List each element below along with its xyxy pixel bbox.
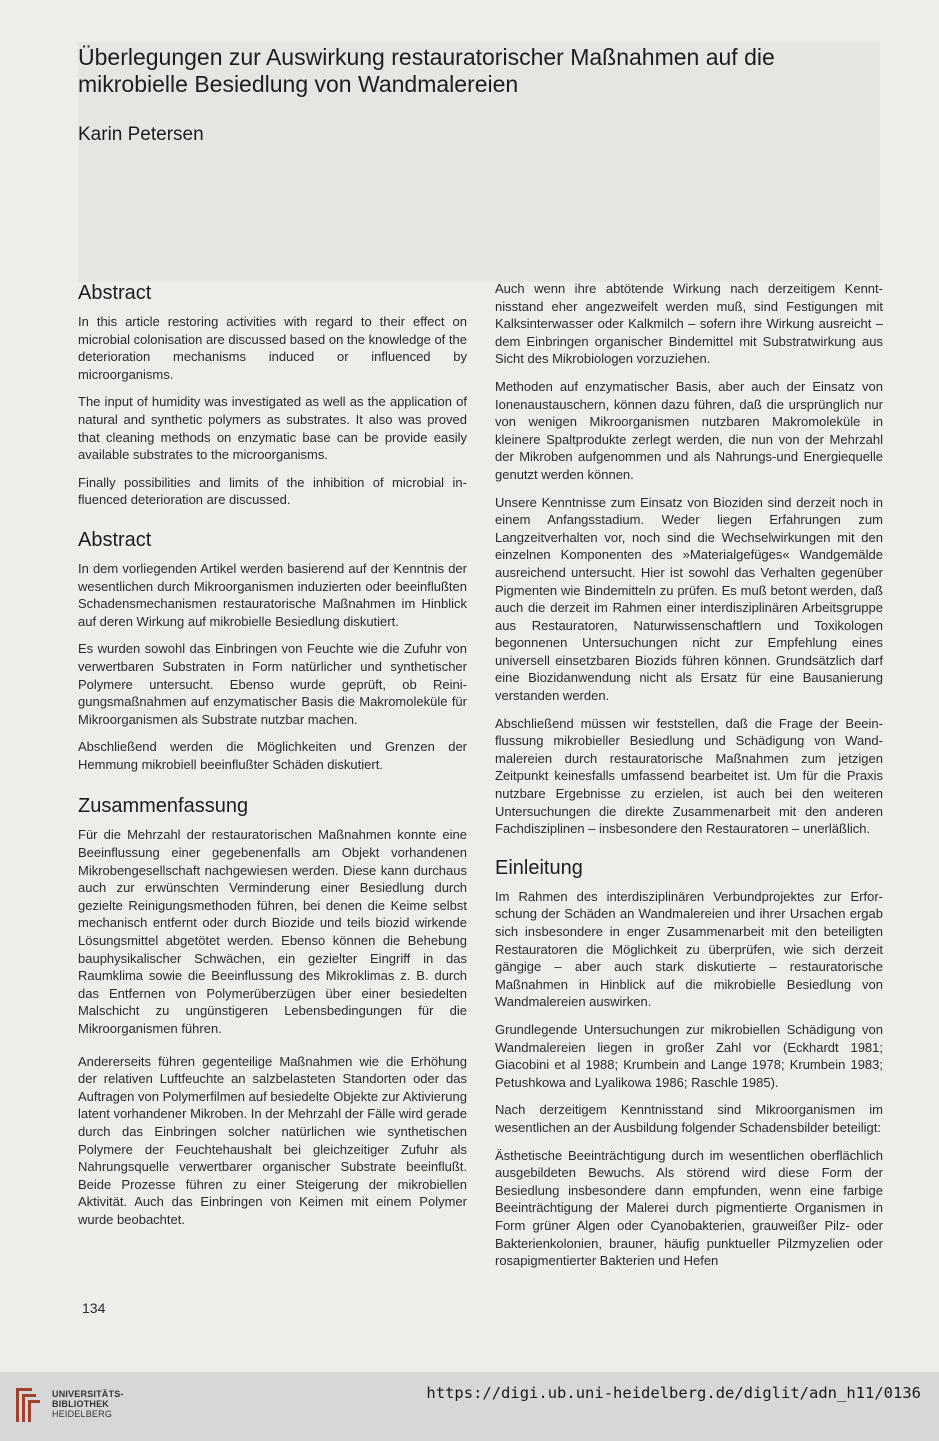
author-name: Karin Petersen [78,124,204,145]
abstract-en-paragraph: The input of humidity was investigated as well as the application of natural and synthetic polymers as substrates. It also was proved that cleaning methods on enzymatic base can be provide easily available substrates to the microorganisms. [78,394,467,463]
intro-paragraph [495,1147,883,1270]
body-paragraph: Abschließend müssen wir feststellen, daß die Frage der Beeinflussung mikrobieller Besiedlung und Schädigung von Wandmalereien durch restauratorische Maßnahmen zum jetzigen Zeitpunkt keinesfalls umfassend bearbeitet ist. Um für die Praxis nutzbare Ergebnisse zu erzielen, ist auch bei den weiteren Untersuchungen die direkte Zusammenarbeit mit den anderen Fachdisziplinen – insbesondere den Restauratoren – unerläßlich. [495,715,883,837]
source-url[interactable]: https://digi.ub.uni-heidelberg.de/diglit/adn_h11/0136 [426,1384,921,1402]
abstract-de-heading: Abstract [78,528,152,551]
abstract-de-paragraph: In dem vorliegenden Artikel werden basierend auf der Kenntnis der wesentlichen durch Mikroorganismen induzierten oder beeinflußten Schadensmechanismen restauratorische Maßnahmen im Hinblick auf deren Wirkung auf mikrobielle Besiedlung diskutiert. [78,560,467,629]
library-name-line: UNIVERSITÄTS- [52,1389,124,1399]
paragraph-continuation: durch im wesentlichen oberflächlich ausgebildeten Bewuchs. Als störend wird diese Form der Besiedlung insbesondere dann empfunden, wenn eine farbige Beeinträchtigung der Malerei durch pigmentierte Organismen in Form grüner Algen oder Cyanobakterien, grauweißer Pilz- oder Bakterienkolonien, brauner, häufig punktueller Pilzmyzelien oder rosapigmentierter Bakterien und Hefen [495,1147,883,1269]
page-number: 134 [82,1300,106,1316]
abstract-en-paragraph: In this article restoring activities with regard to their effect on microbial colonisation are discussed based on the knowledge of the deterioration mechanisms induced or influenced by microorganisms. [78,314,467,382]
left-column [78,280,467,1239]
library-footer [0,1372,939,1441]
library-name [52,1389,124,1419]
body-paragraph: Methoden auf enzymatischer Basis, aber auch der Einsatz von Ionenaustauschern, können dazu führen, daß die ursprünglich nur von wenigen Mikroorganismen nutzbaren Makromoleküle in kleinere Spaltprodukte zerlegt werden, die nun von der Mehrzahl der Mikroben aufgenommen und als Nahrungs-und Energiequelle genutzt werden können. [495,378,883,482]
abstract-en-heading: Abstract [78,282,152,304]
intro-paragraph: Grundlegende Untersuchungen zur mikrobiellen Schädigung von Wandmalereien liegen in großer Zahl vor (Eckhardt 1981; Giacobini et al 1988; Krumbein and Lange 1978; Krumbein 1983; Petushkowa and Lyalikowa 1986; Raschle 1985). [495,1021,883,1090]
right-column [495,280,883,1280]
library-name-line: HEIDELBERG [52,1409,113,1419]
intro-heading: Einleitung [495,856,583,879]
library-name-line: BIBLIOTHEK [52,1399,109,1409]
intro-paragraph: Im Rahmen des interdisziplinären Verbundprojektes zur Erforschung der Schäden an Wandmalereien und ihrer Ursachen ergab sich insbesondere in enger Zusammenarbeit mit den beteiligten Restauratoren die Möglichkeit zu überprüfen, wie sich derzeit gängige – aber auch stark diskutierte – restauratorische Maßnahmen in Hinblick auf die mikrobielle Besiedlung von Wandmalereien auswirken. [495,888,883,1010]
article-title: Überlegungen zur Auswirkung restauratorischer Maßnahmen auf die mikrobielle Besiedlung von Wandmalereien [78,44,775,97]
abstract-de-paragraph: Abschließend werden die Möglichkeiten und Grenzen der Hemmung mikrobiell beeinflußter Schäden diskutiert. [78,739,467,772]
summary-heading: Zusammenfassung [78,795,249,818]
abstract-en-paragraph: Finally possibilities and limits of the inhibition of microbial influenced deterioration are discussed. [78,474,467,508]
emphasis-term: Ästhetische Beeinträchtigung [495,1147,666,1163]
intro-paragraph: Nach derzeitigem Kenntnisstand sind Mikroorganismen im wesentlichen an der Ausbildung folgender Schadensbilder beteiligt: [495,1102,883,1135]
body-paragraph: Auch wenn ihre abtötende Wirkung nach derzeitigem Kenntnisstand eher angezweifelt werden muß, sind Festigungen mit Kalksinterwasser oder Kalkmilch – sofern ihre Wirkung ausreicht – dem Einbringen organischer Bindemittel mit Substratwirkung aus Sicht des Mikrobiologen vorzuziehen. [495,281,883,367]
summary-paragraph: Andererseits führen gegenteilige Maßnahmen wie die Erhöhung der relativen Luftfeuchte an salzbelasteten Standorten oder das Auftragen von Polymerfilmen auf besiedelte Objekte zur Aktivierung latent vorhandener Mikroben. In der Mehrzahl der Fälle wird gerade durch das Einbringen solcher natürlichen wie synthetischen Polymere der Feuchtehaushalt bei gleichzeitiger Zufuhr als Nahrungsquelle verwertbarer organischer Substrate beeinflußt. Beide Prozesse führen zu einer Steigerung der mikrobiellen Aktivität. Auch das Einbringen von Keimen mit einem Polymer wurde beobachtet. [78,1053,467,1227]
library-logo-icon [12,1382,44,1428]
summary-paragraph: Für die Mehrzahl der restauratorischen Maßnahmen konnte eine Beeinflussung einer gegebenenfalls am Objekt vorhandenen Mikrobengesellschaft nachgewiesen werden. Diese kann durchaus auch zur erwünschten Verminderung einer Besiedlung durch gezielte Reinigungsmethoden führen, bei denen die Keime selbst mechanisch entfernt oder durch Biozide und teils biozid wirkende Lösungsmittel abgetötet werden. Ebenso können die Behebung bauphysikalischer Schwächen, ein gezielter Eingriff in das Raumklima sowie die Beeinflussung des Mikroklimas z. B. durch das Entfernen von Polymerüberzügen über einer besiedelten Malschicht zu ungünstigeren Lebensbedingungen für die Mikroorganismen führen. [78,827,467,1036]
body-paragraph: Unsere Kenntnisse zum Einsatz von Bioziden sind derzeit noch in einem Anfangsstadium. Weder liegen Erfahrungen zum Langzeitverhalten vor, noch sind die Wechselwirkungen mit den einzelnen Komponenten des »Materialgefüges« Wandgemälde ausreichend untersucht. Hier ist sowohl das Verhalten gegenüber Pigmenten wie Bindemitteln zu prüfen. Es muß betont werden, daß auch die derzeit im Rahmen einer interdisziplinären Arbeitsgruppe aus Restauratoren, Naturwissenschaftlern und Toxikologen begonnenen Untersuchungen nicht zur Empfehlung eines universell einsetzbaren Biozids führen können. Grundsätzlich darf eine Biozidanwendung nicht als Ersatz für eine Bausanierung verstanden werden. [495,494,883,704]
abstract-de-paragraph: Es wurden sowohl das Einbringen von Feuchte wie die Zufuhr von verwertbaren Substraten in Form natürlicher und synthetischer Polymere untersucht. Ebenso wurde geprüft, ob Reinigungsmaßnahmen auf enzymatischer Basis die Makromoleküle für Mikroorganismen als Substrate nutzbar machen. [78,641,467,727]
